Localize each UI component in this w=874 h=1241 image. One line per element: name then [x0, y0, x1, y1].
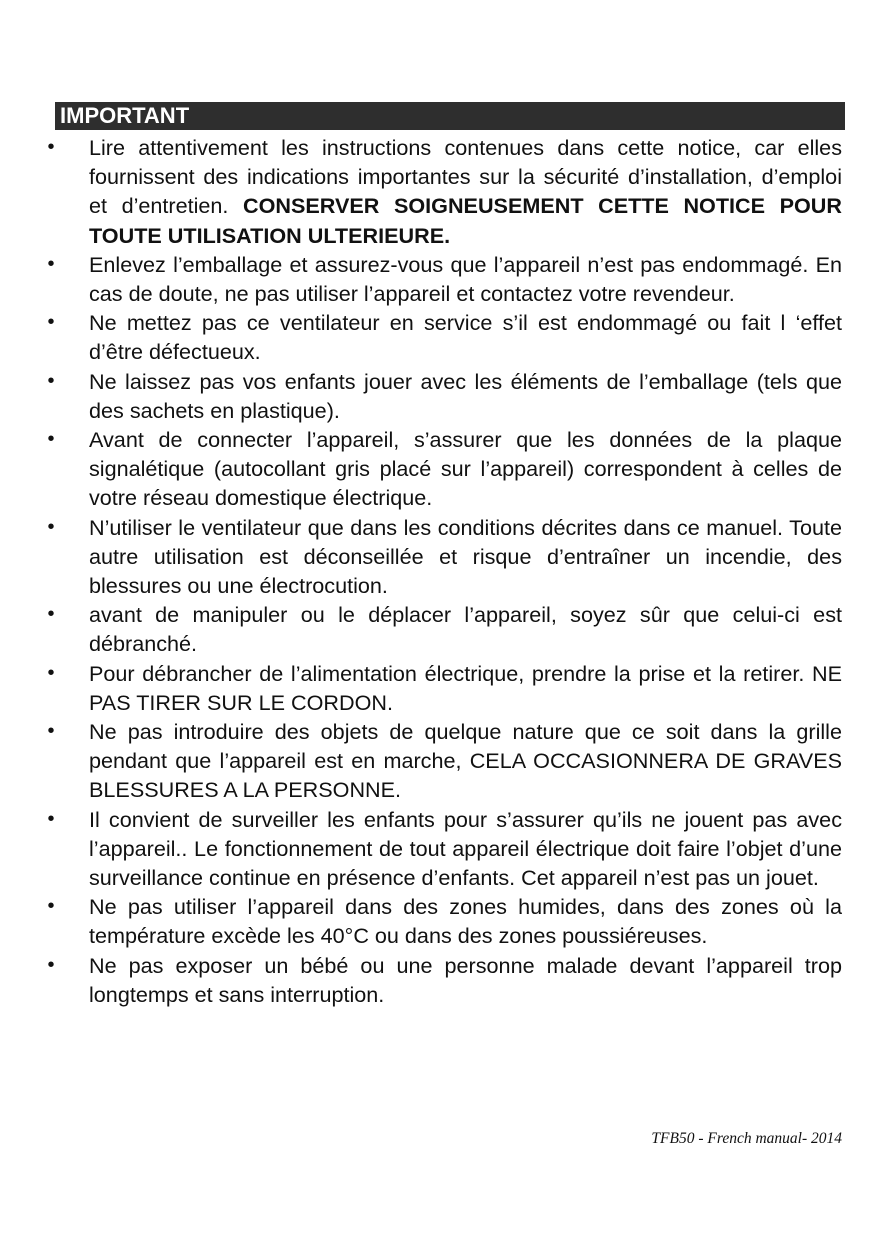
bullet-icon: • [47, 136, 55, 158]
bullet-icon: • [47, 252, 55, 275]
section-heading: IMPORTANT [55, 102, 845, 130]
list-item [42, 951, 842, 1009]
list-item [42, 250, 842, 308]
list-item [42, 133, 842, 250]
item-text: N’utiliser le ventilateur que dans les conditions décrites dans ce manuel. Toute autre utilisation est déconseillée et risque d’entraîner un incendie, des blessures ou une électrocution. [89, 514, 842, 599]
item-text: avant de manipuler ou le déplacer l’appareil, soyez sûr que celui-ci est débranché. [89, 602, 842, 657]
bullet-icon: • [47, 515, 55, 538]
list-item [42, 308, 842, 366]
list-item [42, 513, 842, 601]
item-text: Ne pas utiliser l’appareil dans des zones humides, dans des zones où la température excède les 40°C ou dans des zones poussiéreuses. [89, 894, 842, 949]
list-item [42, 659, 842, 717]
instruction-list [42, 133, 842, 1009]
item-text: Lire attentivement les instructions contenues dans cette notice, car elles fournissent des indications importantes sur la sécurité d’installation, d’emploi et d’entretien. [89, 135, 842, 219]
bullet-icon: • [47, 895, 55, 918]
bullet-icon: • [47, 603, 55, 626]
bullet-icon: • [47, 369, 55, 392]
bullet-icon: • [47, 311, 55, 334]
item-text: Ne mettez pas ce ventilateur en service s’il est endommagé ou fait l ‘effet d’être défectueux. [89, 310, 842, 365]
bullet-icon: • [47, 428, 55, 451]
list-item [42, 892, 842, 950]
list-item [42, 805, 842, 893]
item-bold-text: CONSERVER SOIGNEUSEMENT CETTE NOTICE POUR TOUTE UTILISATION ULTERIEURE. [89, 193, 842, 248]
item-text: Enlevez l’emballage et assurez-vous que l’appareil n’est pas endommagé. En cas de doute, ne pas utiliser l’appareil et contactez votre revendeur. [89, 251, 842, 307]
bullet-icon: • [47, 953, 55, 976]
bullet-icon: • [47, 807, 55, 830]
item-text: Pour débrancher de l’alimentation électrique, prendre la prise et la retirer. NE PAS TIRER SUR LE CORDON. [89, 660, 842, 715]
list-item [42, 367, 842, 425]
item-text: Il convient de surveiller les enfants pour s’assurer qu’ils ne jouent pas avec l’appareil.. Le fonctionnement de tout appareil électrique doit faire l’objet d’une surveillance continue en présence d’enfants. Cet appareil n’est pas un jouet. [89, 806, 842, 891]
list-item [42, 717, 842, 805]
item-text: Avant de connecter l’appareil, s’assurer que les données de la plaque signalétique (autocollant gris placé sur l’appareil) correspondent à celles de votre réseau domestique électrique. [89, 427, 842, 511]
bullet-icon: • [47, 661, 55, 684]
page-footer: TFB50 - French manual- 2014 [651, 1130, 842, 1147]
item-text: Ne laissez pas vos enfants jouer avec les éléments de l’emballage (tels que des sachets en plastique). [89, 368, 842, 423]
list-item [42, 425, 842, 513]
bullet-icon: • [47, 720, 55, 743]
item-text: Ne pas introduire des objets de quelque nature que ce soit dans la grille pendant que l’appareil est en marche, CELA OCCASIONNERA DE GRAVES BLESSURES A LA PERSONNE. [89, 719, 842, 803]
item-text: Ne pas exposer un bébé ou une personne malade devant l’appareil trop longtemps et sans interruption. [89, 952, 842, 1007]
list-item [42, 600, 842, 658]
